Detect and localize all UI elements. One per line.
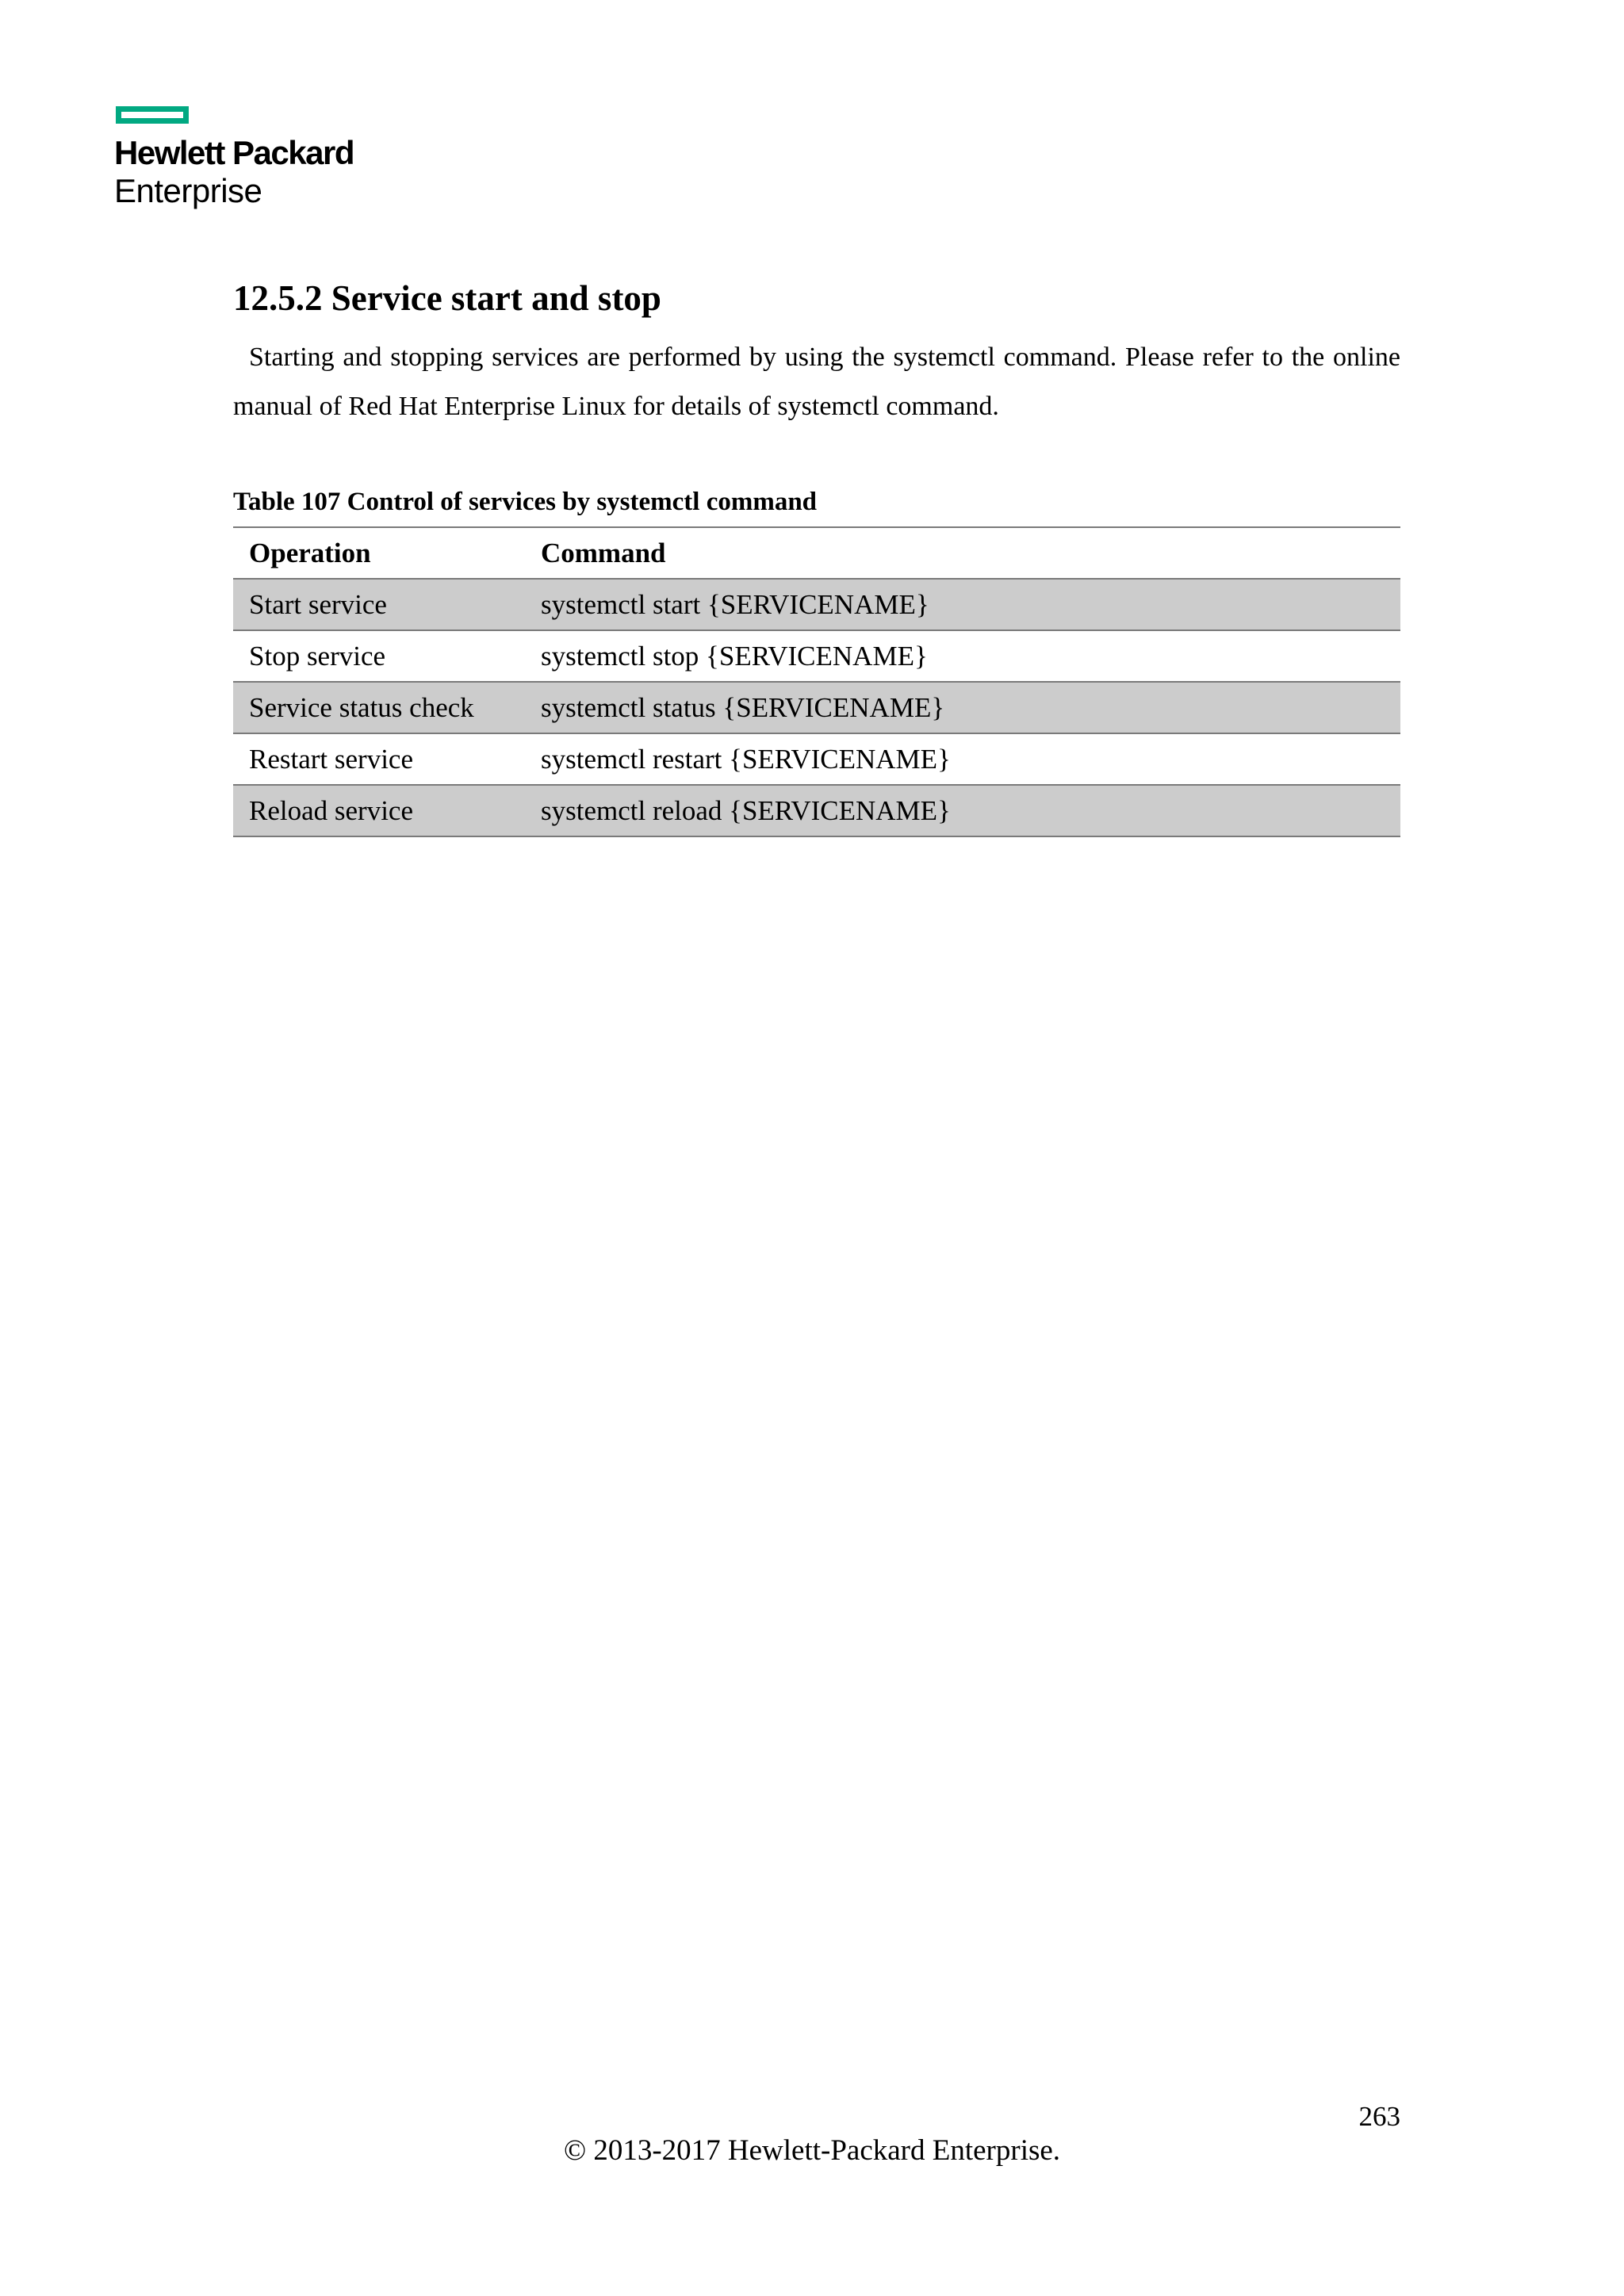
logo-text-line2: Enterprise xyxy=(114,172,262,209)
page-number: 263 xyxy=(1358,2101,1400,2132)
logo-bar-icon xyxy=(116,106,189,124)
section-body-text: Starting and stopping services are performed by using the systemctl command. Please refer to the online manual of Red Hat Enterprise Linux for details of systemctl command. xyxy=(233,342,1400,421)
table-row xyxy=(233,733,1400,785)
table-cell-operation: Start service xyxy=(233,579,525,630)
systemctl-table xyxy=(233,526,1400,837)
logo-text-line1: Hewlett Packard xyxy=(114,134,354,171)
header-command: Command xyxy=(525,527,1400,579)
table-cell-command: systemctl status {SERVICENAME} xyxy=(525,682,1400,733)
table-cell-command: systemctl restart {SERVICENAME} xyxy=(525,733,1400,785)
company-logo xyxy=(114,105,368,216)
table-cell-operation: Restart service xyxy=(233,733,525,785)
section-heading: 12.5.2 Service start and stop xyxy=(233,278,661,318)
table-row xyxy=(233,785,1400,836)
table-cell-command: systemctl stop {SERVICENAME} xyxy=(525,630,1400,682)
table-cell-operation: Service status check xyxy=(233,682,525,733)
table-cell-operation: Stop service xyxy=(233,630,525,682)
header-operation: Operation xyxy=(233,527,525,579)
table-caption: Table 107 Control of services by systemctl command xyxy=(233,488,818,516)
footer-copyright: © 2013-2017 Hewlett-Packard Enterprise. xyxy=(563,2134,1061,2167)
table-row xyxy=(233,682,1400,733)
table-cell-operation: Reload service xyxy=(233,785,525,836)
table-row xyxy=(233,579,1400,630)
table-cell-command: systemctl reload {SERVICENAME} xyxy=(525,785,1400,836)
table-cell-command: systemctl start {SERVICENAME} xyxy=(525,579,1400,630)
table-row xyxy=(233,630,1400,682)
table-header-row xyxy=(233,527,1400,579)
